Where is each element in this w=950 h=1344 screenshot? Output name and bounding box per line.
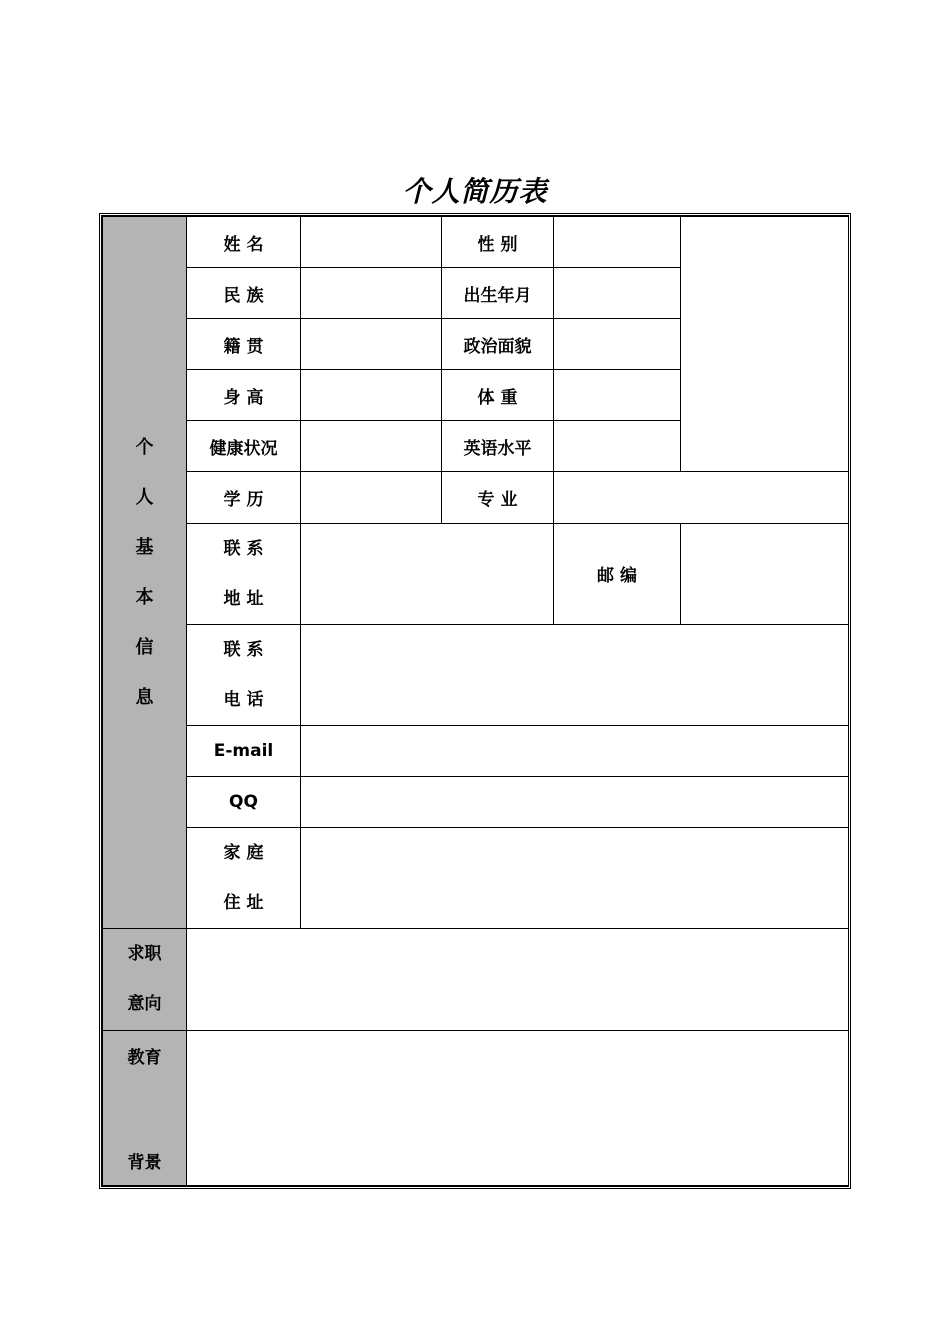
label-phone-line2: 电 话 <box>223 689 264 710</box>
field-home-address[interactable] <box>301 828 849 929</box>
field-health[interactable] <box>301 421 442 472</box>
field-job-intention[interactable] <box>187 929 849 1030</box>
label-email: E-mail <box>187 725 301 776</box>
field-english[interactable] <box>554 421 681 472</box>
label-name: 姓 名 <box>187 217 301 268</box>
section-basic-info <box>103 217 187 929</box>
field-email[interactable] <box>301 725 849 776</box>
field-height[interactable] <box>301 370 442 421</box>
section-basic-char: 基 <box>135 536 154 558</box>
field-postcode[interactable] <box>681 523 849 624</box>
label-address-line1: 联 系 <box>223 538 264 559</box>
section-education <box>103 1030 187 1185</box>
field-education[interactable] <box>301 472 442 523</box>
label-english: 英语水平 <box>442 421 554 472</box>
field-origin[interactable] <box>301 319 442 370</box>
label-ethnicity: 民 族 <box>187 268 301 319</box>
label-gender: 性 别 <box>442 217 554 268</box>
label-home-line2: 住 址 <box>223 893 264 914</box>
page-title: 个人简历表 <box>402 175 548 208</box>
section-basic-char: 个 <box>135 436 154 458</box>
section-job-line2: 意向 <box>127 994 162 1015</box>
section-edu-line1: 教育 <box>127 1047 162 1068</box>
label-qq: QQ <box>187 777 301 828</box>
label-education: 学 历 <box>187 472 301 523</box>
field-name[interactable] <box>301 217 442 268</box>
resume-table <box>102 216 849 1186</box>
section-basic-char: 本 <box>135 586 154 608</box>
field-gender[interactable] <box>554 217 681 268</box>
section-basic-char: 信 <box>135 636 154 658</box>
field-phone[interactable] <box>301 624 849 725</box>
label-home-address <box>187 828 301 929</box>
section-basic-char: 息 <box>135 686 154 708</box>
section-basic-char: 人 <box>135 486 154 508</box>
label-birth: 出生年月 <box>442 268 554 319</box>
label-origin: 籍 贯 <box>187 319 301 370</box>
label-political: 政治面貌 <box>442 319 554 370</box>
label-weight: 体 重 <box>442 370 554 421</box>
field-address[interactable] <box>301 523 554 624</box>
section-job-intention <box>103 929 187 1030</box>
label-postcode: 邮 编 <box>554 523 681 624</box>
photo-box[interactable] <box>681 217 849 472</box>
label-phone <box>187 624 301 725</box>
field-political[interactable] <box>554 319 681 370</box>
field-qq[interactable] <box>301 777 849 828</box>
label-height: 身 高 <box>187 370 301 421</box>
field-education-background[interactable] <box>187 1030 849 1185</box>
section-job-line1: 求职 <box>127 944 162 965</box>
field-birth[interactable] <box>554 268 681 319</box>
field-ethnicity[interactable] <box>301 268 442 319</box>
label-address-line2: 地 址 <box>223 588 264 609</box>
label-phone-line1: 联 系 <box>223 639 264 660</box>
label-home-line1: 家 庭 <box>223 843 264 864</box>
label-major: 专 业 <box>442 472 554 523</box>
label-address <box>187 523 301 624</box>
section-edu-line2: 背景 <box>127 1152 162 1173</box>
resume-form <box>99 213 851 1189</box>
label-health: 健康状况 <box>187 421 301 472</box>
field-weight[interactable] <box>554 370 681 421</box>
field-major[interactable] <box>554 472 849 523</box>
